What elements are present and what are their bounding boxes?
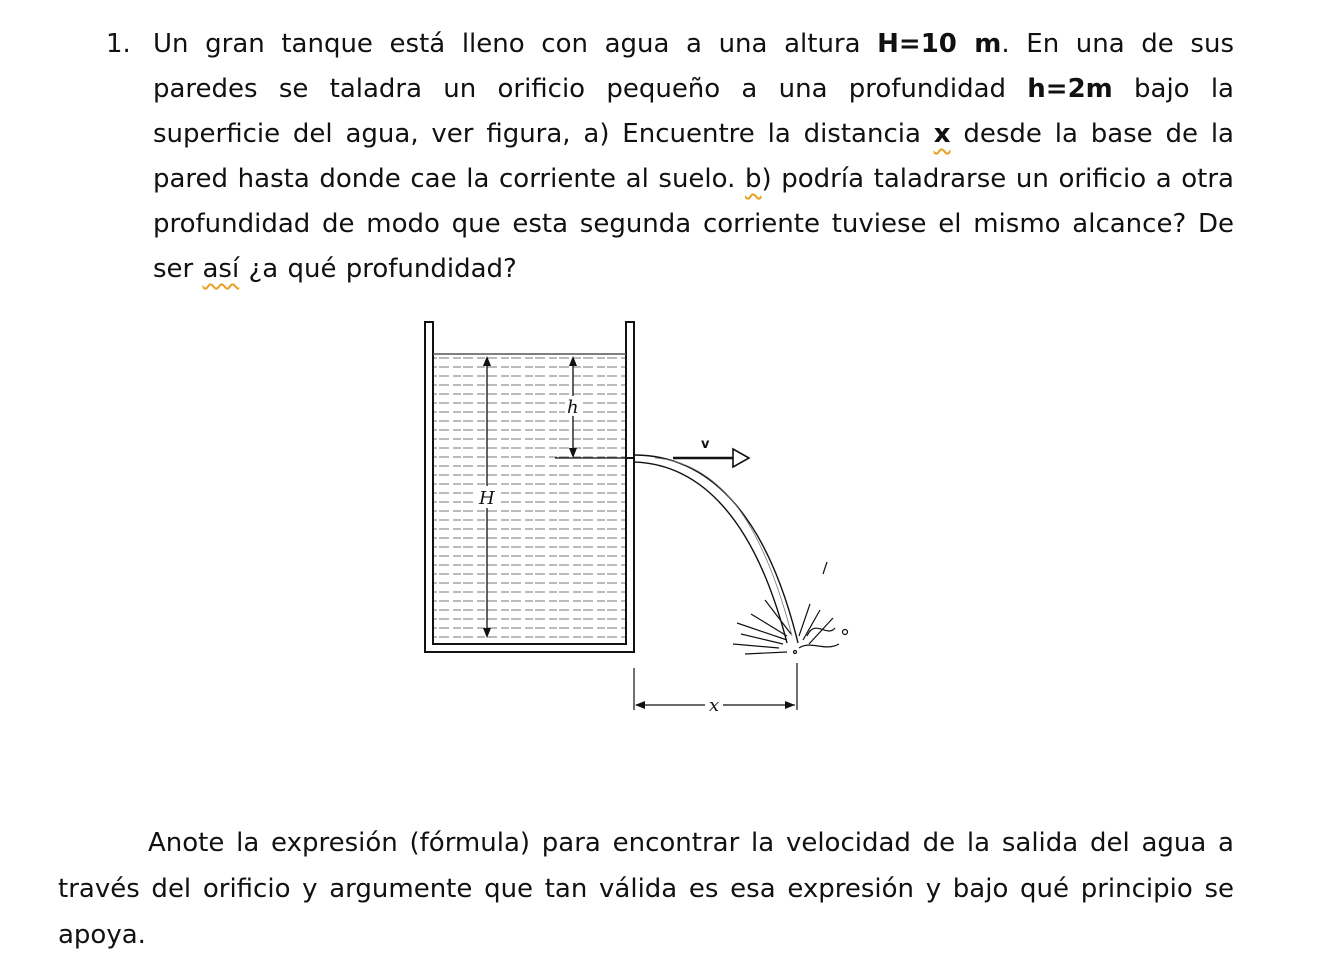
label-v: v: [701, 437, 710, 452]
splash: [733, 562, 848, 654]
problem-text-part-5: ) podría taladrarse un orificio a otra profundidad de modo que esta segunda corriente tuviese el mismo alcance? De ser: [153, 164, 1234, 284]
problem-text-part-4: desde la base de la pared hasta donde cae la corriente al suelo.: [153, 119, 1234, 194]
problem-text-part-1: Un gran tanque está lleno con agua a una altura: [153, 29, 878, 59]
problem-text-part-2: . En una de sus paredes se taladra un orificio pequeño a una profundidad: [153, 29, 1234, 104]
label-H: H: [479, 488, 495, 509]
problem-text: [153, 22, 1234, 292]
word-asi: así: [202, 254, 240, 284]
distance-x-label: x: [933, 119, 951, 149]
label-h: h: [567, 397, 579, 418]
tank-height-value: H=10 m: [877, 29, 1002, 59]
note-text: Anote la expresión (fórmula) para encontrar la velocidad de la salida del agua a través del orificio y argumente que tan válida es esa expresión y bajo qué principio se apoya.: [58, 828, 1234, 950]
label-x: x: [709, 695, 720, 716]
problem-text-part-6: ¿a qué profundidad?: [239, 254, 517, 284]
problem-text-part-3: bajo la superficie del agua, ver figura, a) Encuentre la distancia: [153, 74, 1234, 149]
note-paragraph: [58, 820, 1234, 958]
hole-depth-value: h=2m: [1027, 74, 1113, 104]
problem-number: 1.: [106, 29, 131, 59]
part-b-label: b: [744, 164, 762, 194]
water-jet: [634, 455, 798, 643]
tank-figure: [415, 318, 855, 718]
water-body: [433, 354, 626, 642]
